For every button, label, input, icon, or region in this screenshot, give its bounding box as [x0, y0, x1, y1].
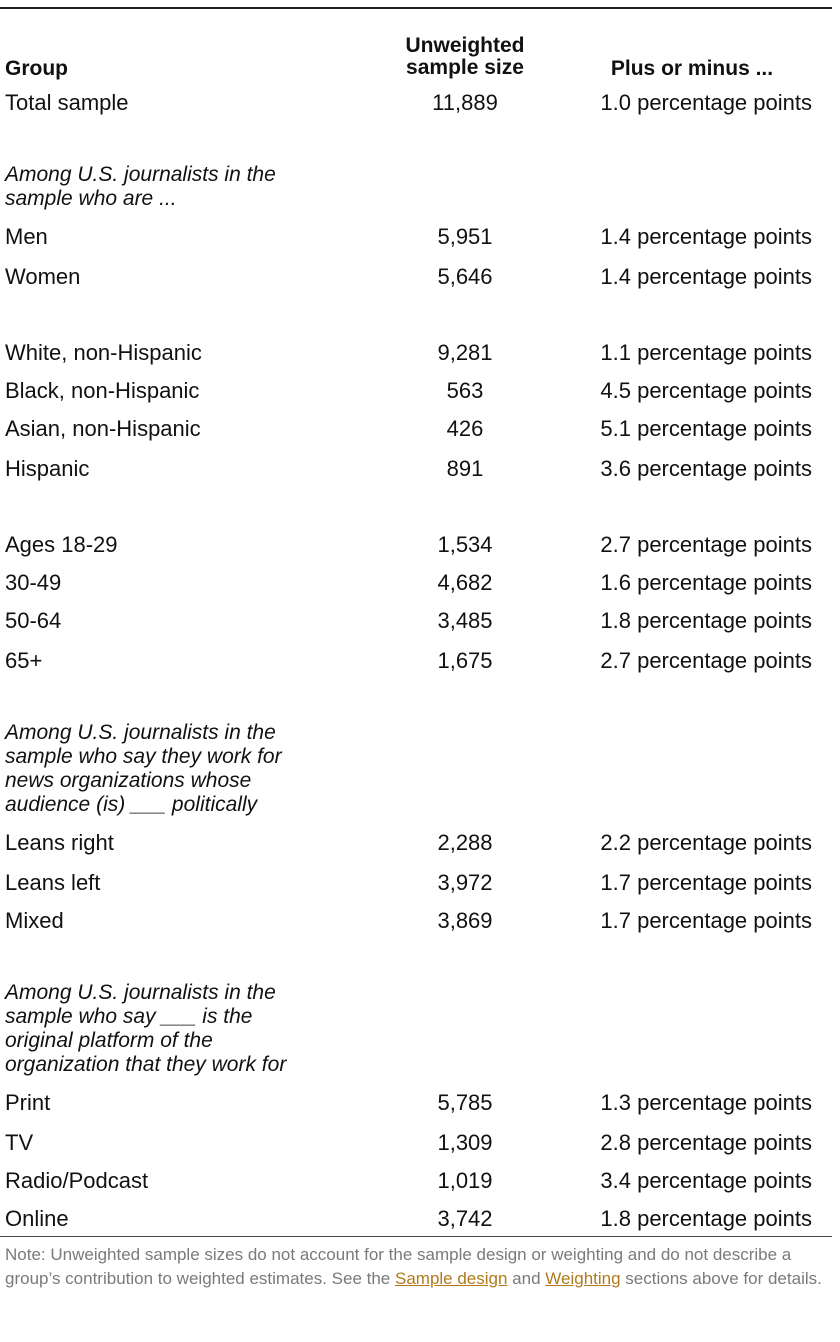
table-row: [0, 223, 832, 251]
row-margin-of-error: 2.8 percentage points: [600, 1130, 812, 1155]
row-label: Men: [5, 224, 48, 249]
table-row: [0, 1167, 832, 1195]
table-row-total: [0, 89, 832, 117]
row-margin-of-error: 2.7 percentage points: [600, 648, 812, 673]
table-row: [0, 531, 832, 559]
row-sample-size: 1,675: [437, 648, 493, 673]
row-label: White, non-Hispanic: [5, 340, 202, 365]
table-row: [0, 829, 832, 857]
row-sample-size: 563: [446, 378, 484, 403]
column-header-group: Group: [5, 57, 68, 80]
sample-design-link[interactable]: Sample design: [394, 1269, 508, 1288]
row-label: Hispanic: [5, 456, 90, 481]
section-heading-platform: Among U.S. journalists in the sample who say ___ is the original platform of the organization that they work for: [5, 981, 287, 1076]
row-margin-of-error: 1.6 percentage points: [600, 570, 812, 595]
row-sample-size: 3,869: [437, 908, 493, 933]
footnote-text: and: [507, 1269, 546, 1288]
row-sample-size: 5,646: [437, 264, 493, 289]
row-label: Leans right: [5, 830, 114, 855]
table-row: [0, 377, 832, 405]
row-sample-size: 1,309: [437, 1130, 493, 1155]
top-rule: [0, 7, 832, 9]
row-label: Mixed: [5, 908, 64, 933]
table-row: [0, 1205, 832, 1233]
table-row: [0, 569, 832, 597]
table-row: [0, 607, 832, 635]
row-sample-size: 5,785: [437, 1090, 493, 1115]
row-label: TV: [5, 1130, 34, 1155]
row-label: Total sample: [5, 90, 129, 115]
table-row: [0, 1129, 832, 1157]
row-sample-size: 891: [446, 456, 484, 481]
row-label: Online: [5, 1206, 69, 1231]
row-margin-of-error: 1.4 percentage points: [600, 264, 812, 289]
row-label: Asian, non-Hispanic: [5, 416, 201, 441]
row-label: 65+: [5, 648, 43, 673]
row-margin-of-error: 1.0 percentage points: [600, 90, 812, 115]
row-sample-size: 3,972: [437, 870, 493, 895]
row-sample-size: 4,682: [437, 570, 493, 595]
column-header-sample-size: Unweighted sample size: [405, 34, 525, 79]
row-margin-of-error: 4.5 percentage points: [600, 378, 812, 403]
row-label: Print: [5, 1090, 51, 1115]
row-label: Women: [5, 264, 81, 289]
row-sample-size: 9,281: [437, 340, 493, 365]
row-margin-of-error: 1.1 percentage points: [600, 340, 812, 365]
row-label: Ages 18-29: [5, 532, 118, 557]
footnote: [5, 1243, 825, 1291]
table-row: [0, 869, 832, 897]
row-margin-of-error: 2.7 percentage points: [600, 532, 812, 557]
table-row: [0, 455, 832, 483]
row-sample-size: 1,534: [437, 532, 493, 557]
row-label: Radio/Podcast: [5, 1168, 149, 1193]
row-sample-size: 3,485: [437, 608, 493, 633]
table-row: [0, 647, 832, 675]
row-margin-of-error: 1.8 percentage points: [600, 608, 812, 633]
table-row: [0, 907, 832, 935]
row-sample-size: 426: [446, 416, 484, 441]
footnote-text: sections above for details.: [620, 1269, 822, 1288]
row-margin-of-error: 1.3 percentage points: [600, 1090, 812, 1115]
row-margin-of-error: 2.2 percentage points: [600, 830, 812, 855]
row-sample-size: 11,889: [432, 90, 498, 115]
row-label: 30-49: [5, 570, 62, 595]
table-row: [0, 1089, 832, 1117]
weighting-link[interactable]: Weighting: [545, 1269, 621, 1288]
row-sample-size: 1,019: [437, 1168, 493, 1193]
section-heading-audience-politics: Among U.S. journalists in the sample who say they work for news organizations whose audience (is) ___ politically: [5, 721, 282, 816]
row-sample-size: 5,951: [437, 224, 493, 249]
row-label: 50-64: [5, 608, 62, 633]
row-label: Black, non-Hispanic: [5, 378, 200, 403]
table-row: [0, 263, 832, 291]
footnote-text: Note: Unweighted sample sizes do not account for the sample design or weighting and do not describe a group’s contribution to weighted estimates. See the: [5, 1245, 792, 1288]
row-margin-of-error: 3.6 percentage points: [600, 456, 812, 481]
table-row: [0, 415, 832, 443]
table-row: [0, 339, 832, 367]
section-heading-demographics: Among U.S. journalists in the sample who are ...: [5, 163, 276, 210]
row-margin-of-error: 1.7 percentage points: [600, 908, 812, 933]
row-label: Leans left: [5, 870, 101, 895]
column-header-margin-of-error: Plus or minus ...: [610, 57, 774, 80]
row-sample-size: 2,288: [437, 830, 493, 855]
row-margin-of-error: 1.4 percentage points: [600, 224, 812, 249]
row-margin-of-error: 5.1 percentage points: [600, 416, 812, 441]
row-margin-of-error: 3.4 percentage points: [600, 1168, 812, 1193]
row-margin-of-error: 1.8 percentage points: [600, 1206, 812, 1231]
row-sample-size: 3,742: [437, 1206, 493, 1231]
bottom-rule: [0, 1236, 832, 1237]
row-margin-of-error: 1.7 percentage points: [600, 870, 812, 895]
